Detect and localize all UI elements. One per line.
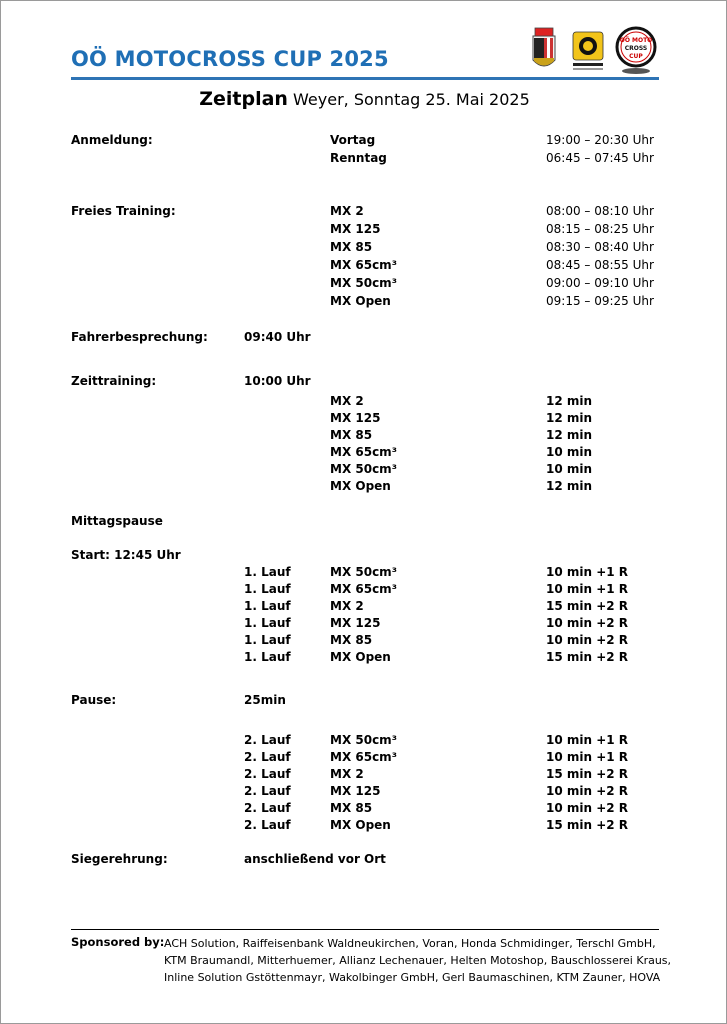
race1-run: 1. Lauf — [244, 633, 291, 647]
race1-run: 1. Lauf — [244, 599, 291, 613]
race2-class: MX 65cm³ — [330, 750, 397, 764]
free-training-time: 09:15 – 09:25 Uhr — [546, 294, 654, 308]
time-training-duration: 12 min — [546, 411, 593, 425]
race2-class: MX 125 — [330, 784, 381, 798]
free-training-class: MX 85 — [330, 240, 373, 254]
time-training-class: MX 125 — [330, 411, 381, 425]
briefing-time: 09:40 Uhr — [244, 330, 311, 344]
time-training-duration: 12 min — [546, 428, 593, 442]
race1-run: 1. Lauf — [244, 565, 291, 579]
free-training-time: 08:15 – 08:25 Uhr — [546, 222, 654, 236]
free-training-class: MX 50cm³ — [330, 276, 397, 290]
race2-run: 2. Lauf — [244, 784, 291, 798]
race-start-label: Start: 12:45 Uhr — [71, 548, 181, 562]
race2-class: MX Open — [330, 818, 391, 832]
race2-class: MX 85 — [330, 801, 373, 815]
free-training-time: 08:00 – 08:10 Uhr — [546, 204, 654, 218]
race2-duration: 15 min +2 R — [546, 818, 629, 832]
race1-class: MX Open — [330, 650, 391, 664]
coat-of-arms-icon — [533, 28, 555, 66]
race2-run: 2. Lauf — [244, 801, 291, 815]
registration-time: 19:00 – 20:30 Uhr — [546, 133, 654, 147]
ceremony-label: Siegerehrung: — [71, 852, 168, 866]
free-training-class: MX 125 — [330, 222, 381, 236]
race2-run: 2. Lauf — [244, 767, 291, 781]
briefing-label: Fahrerbesprechung: — [71, 330, 208, 344]
free-training-time: 09:00 – 09:10 Uhr — [546, 276, 654, 290]
race1-run: 1. Lauf — [244, 582, 291, 596]
time-training-class: MX 2 — [330, 394, 364, 408]
time-training-duration: 10 min — [546, 445, 593, 459]
sponsors-line: Inline Solution Gstöttenmayr, Wakolbinger GmbH, Gerl Baumaschinen, KTM Zauner, HOVA — [164, 971, 661, 984]
race1-class: MX 125 — [330, 616, 381, 630]
race2-duration: 10 min +1 R — [546, 750, 629, 764]
free-training-class: MX 2 — [330, 204, 364, 218]
footer-divider — [71, 929, 659, 930]
time-training-class: MX 85 — [330, 428, 373, 442]
oo-moto-cross-cup-icon — [617, 28, 655, 74]
race1-duration: 15 min +2 R — [546, 599, 629, 613]
race1-duration: 10 min +1 R — [546, 565, 629, 579]
registration-day: Renntag — [330, 151, 387, 165]
schedule-title-rest: Weyer, Sonntag 25. Mai 2025 — [293, 90, 530, 109]
page-title: OÖ MOTOCROSS CUP 2025 — [71, 47, 389, 71]
free-training-label: Freies Training: — [71, 204, 176, 218]
race2-run: 2. Lauf — [244, 733, 291, 747]
free-training-class: MX Open — [330, 294, 391, 308]
ceremony-text: anschließend vor Ort — [244, 852, 386, 866]
race1-duration: 10 min +1 R — [546, 582, 629, 596]
registration-label: Anmeldung: — [71, 133, 153, 147]
free-training-class: MX 65cm³ — [330, 258, 397, 272]
header-divider — [71, 77, 659, 80]
pause-label: Pause: — [71, 693, 117, 707]
race1-run: 1. Lauf — [244, 616, 291, 630]
race1-class: MX 85 — [330, 633, 373, 647]
svg-text:OÖ MOTO: OÖ MOTO — [619, 37, 653, 44]
registration-time: 06:45 – 07:45 Uhr — [546, 151, 654, 165]
race1-run: 1. Lauf — [244, 650, 291, 664]
sponsors-label: Sponsored by: — [71, 935, 165, 949]
time-training-duration: 12 min — [546, 479, 593, 493]
svg-text:CROSS: CROSS — [624, 45, 648, 52]
race1-duration: 10 min +2 R — [546, 616, 629, 630]
race2-run: 2. Lauf — [244, 750, 291, 764]
race2-run: 2. Lauf — [244, 818, 291, 832]
race2-duration: 10 min +2 R — [546, 801, 629, 815]
race2-duration: 10 min +2 R — [546, 784, 629, 798]
austria-motorsport-icon — [573, 32, 603, 70]
svg-text:CUP: CUP — [629, 53, 643, 60]
race2-class: MX 2 — [330, 767, 364, 781]
registration-day: Vortag — [330, 133, 376, 147]
race1-class: MX 2 — [330, 599, 364, 613]
schedule-title-bold: Zeitplan — [199, 88, 288, 110]
header-logos — [529, 26, 661, 76]
time-training-class: MX Open — [330, 479, 391, 493]
sponsors-line: KTM Braumandl, Mitterhuemer, Allianz Lechenauer, Helten Motoshop, Bauschlosserei Kraus, — [164, 954, 672, 967]
free-training-time: 08:30 – 08:40 Uhr — [546, 240, 654, 254]
race1-class: MX 50cm³ — [330, 565, 397, 579]
time-training-class: MX 65cm³ — [330, 445, 397, 459]
race2-class: MX 50cm³ — [330, 733, 397, 747]
time-training-duration: 12 min — [546, 394, 593, 408]
race1-duration: 10 min +2 R — [546, 633, 629, 647]
race1-class: MX 65cm³ — [330, 582, 397, 596]
sponsors-line: ACH Solution, Raiffeisenbank Waldneukirchen, Voran, Honda Schmidinger, Terschl GmbH, — [164, 937, 656, 950]
time-training-class: MX 50cm³ — [330, 462, 397, 476]
lunch-label: Mittagspause — [71, 514, 163, 528]
schedule-title — [1, 88, 727, 110]
time-training-label: Zeittraining: — [71, 374, 157, 388]
time-training-duration: 10 min — [546, 462, 593, 476]
race2-duration: 15 min +2 R — [546, 767, 629, 781]
race1-duration: 15 min +2 R — [546, 650, 629, 664]
time-training-time: 10:00 Uhr — [244, 374, 311, 388]
race2-duration: 10 min +1 R — [546, 733, 629, 747]
free-training-time: 08:45 – 08:55 Uhr — [546, 258, 654, 272]
pause-duration: 25min — [244, 693, 286, 707]
